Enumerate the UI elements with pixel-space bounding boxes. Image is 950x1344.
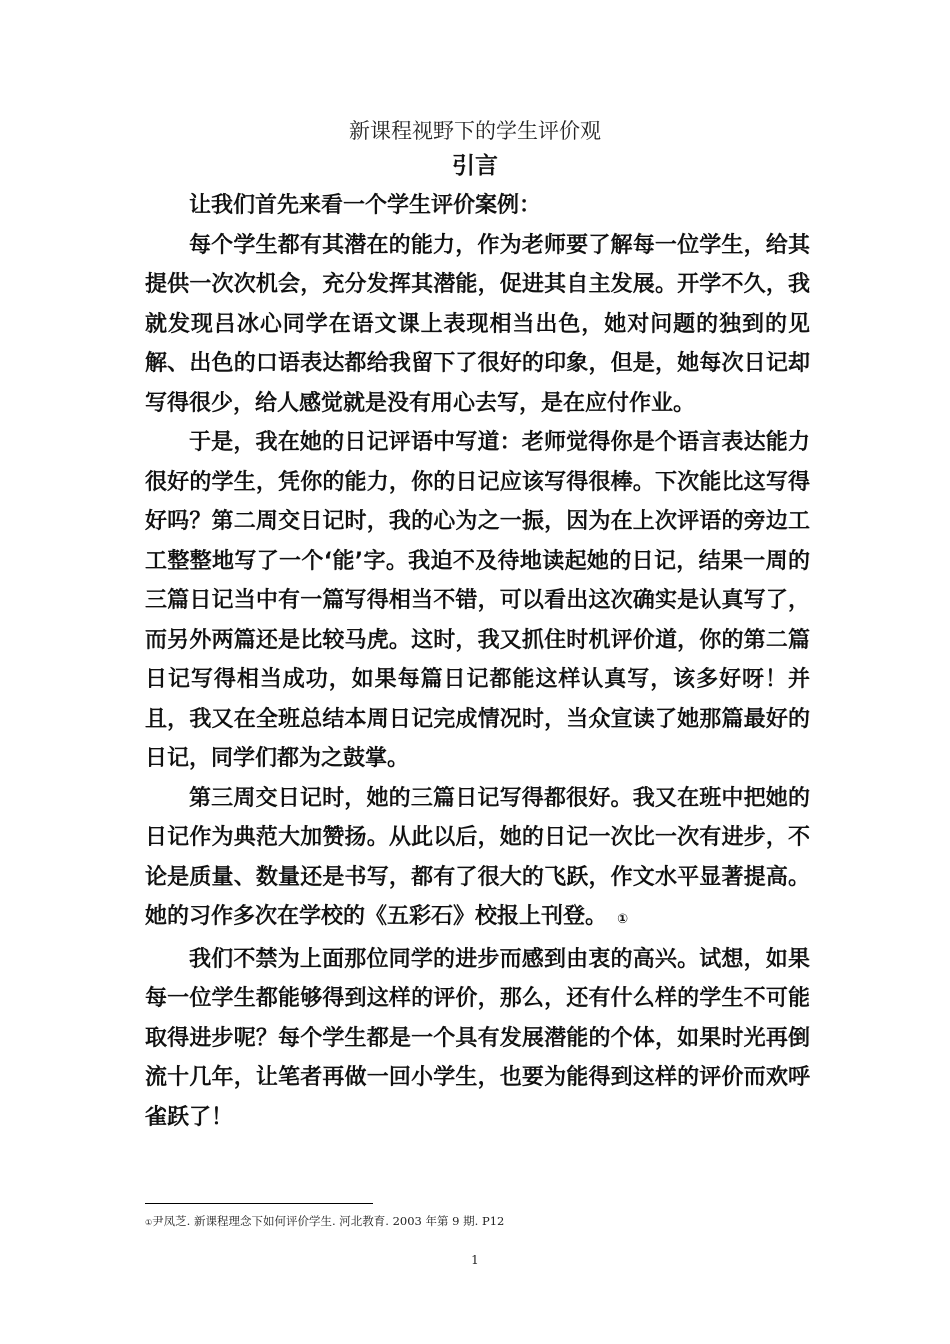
document-title: 新课程视野下的学生评价观 <box>349 119 601 143</box>
paragraph-reflection: 我们不禁为上面那位同学的进步而感到由衷的高兴。试想，如果每一位学生都能够得到这样的评价，那么，还有什么样的学生不可能取得进步呢？每个学生都是一个具有发展潜能的个体，如果时光再倒流十几年，让笔者再做一回小学生，也要为能得到这样的评价而欢呼雀跃了！ <box>145 946 810 1130</box>
paragraph-case-2: 于是，我在她的日记评语中写道：老师觉得你是个语言表达能力很好的学生，凭你的能力，你的日记应该写得很棒。下次能比这写得好吗？第二周交日记时，我的心为之一振，因为在上次评语的旁边工工整整地写了一个‘能’字。我迫不及待地读起她的日记，结果一周的三篇日记当中有一篇写得相当不错，可以看出这次确实是认真写了，而另外两篇还是比较马虎。这时，我又抓住时机评价道，你的第二篇日记写得相当成功，如果每篇日记都能这样认真写，该多好呀！并且，我又在全班总结本周日记完成情况时，当众宣读了她那篇最好的日记，同学们都为之鼓掌。 <box>145 430 810 771</box>
paragraph-case-1: 每个学生都有其潜在的能力，作为老师要了解每一位学生，给其提供一次次机会，充分发挥其潜能，促进其自主发展。开学不久，我就发现吕冰心同学在语文课上表现相当出色，她对问题的独到的见解、出色的口语表达都给我留下了很好的印象，但是，她每次日记却写得很少，给人感觉就是没有用心去写，是在应付作业。 <box>145 232 810 416</box>
footnote-text: 尹凤芝. 新课程理念下如何评价学生. 河北教育. 2003 年第 9 期. P12 <box>152 1214 505 1228</box>
footnote <box>145 1212 504 1232</box>
document-body <box>145 186 810 1137</box>
paragraph-case-3-text: 第三周交日记时，她的三篇日记写得都很好。我又在班中把她的日记作为典范大加赞扬。从此以后，她的日记一次比一次有进步，不论是质量、数量还是书写，都有了很大的飞跃，作文水平显著提高。她的习作多次在学校的《五彩石》校报上刊登。 <box>145 785 810 929</box>
footnote-marker: ① <box>145 1218 153 1227</box>
section-heading: 引言 <box>452 153 498 179</box>
paragraph-intro: 让我们首先来看一个学生评价案例： <box>189 193 542 218</box>
footnote-divider <box>145 1203 373 1204</box>
paragraph-case-3 <box>145 779 810 940</box>
page-number: 1 <box>471 1253 479 1267</box>
footnote-reference[interactable]: ① <box>617 912 629 927</box>
